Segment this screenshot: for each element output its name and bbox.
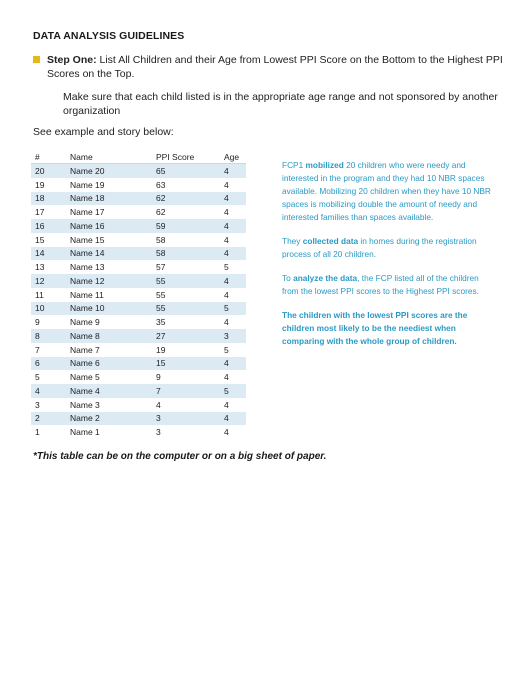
cell-number: 18 (31, 192, 66, 206)
cell-age: 4 (224, 317, 229, 328)
cell-name: Name 10 (66, 302, 152, 316)
table-row (31, 315, 246, 329)
cell-age: 4 (220, 247, 246, 261)
cell-ppi-score: 15 (152, 357, 220, 371)
cell-number: 9 (35, 317, 40, 328)
cell-name: Name 9 (70, 317, 100, 328)
cell-age: 4 (224, 427, 229, 438)
cell-name: Name 7 (70, 344, 100, 355)
cell-age: 4 (224, 207, 229, 218)
cell-number: 17 (35, 207, 45, 218)
cell-name: Name 19 (70, 179, 105, 190)
story-conclusion: The children with the lowest PPI scores are the children most likely to be the neediest when comparing with the whole group of children. (282, 310, 468, 346)
children-table (31, 150, 246, 439)
cell-number: 6 (31, 357, 66, 371)
table-row (31, 357, 246, 371)
table-row (31, 302, 246, 316)
table-row (31, 260, 246, 274)
cell-ppi-score: 19 (156, 344, 166, 355)
cell-age: 5 (224, 344, 229, 355)
cell-name: Name 11 (70, 289, 104, 300)
cell-age: 4 (224, 289, 229, 300)
table-row (31, 288, 246, 302)
cell-ppi-score: 65 (152, 164, 220, 178)
cell-ppi-score: 9 (156, 372, 161, 383)
cell-age: 4 (224, 179, 229, 190)
cell-ppi-score: 57 (156, 262, 166, 273)
cell-name: Name 4 (66, 384, 152, 398)
story-text: , the FCP listed all of the children from the lowest PPI scores to the Highest PPI scores. (282, 273, 479, 296)
cell-ppi-score: 63 (156, 179, 166, 190)
square-bullet-icon (33, 56, 40, 63)
cell-age: 4 (224, 372, 229, 383)
cell-number: 5 (35, 372, 40, 383)
cell-ppi-score: 3 (156, 427, 161, 438)
cell-age: 4 (220, 274, 246, 288)
cell-age: 5 (220, 384, 246, 398)
story-highlight: analyze the data (293, 273, 358, 283)
story-paragraph-3 (282, 272, 496, 298)
cell-ppi-score: 4 (156, 399, 161, 410)
cell-name: Name 6 (66, 357, 152, 371)
cell-name: Name 16 (66, 219, 152, 233)
footer-note: *This table can be on the computer or on a big sheet of paper. (33, 451, 327, 462)
cell-number: 10 (31, 302, 66, 316)
story-text: They (282, 236, 303, 246)
step-note: Make sure that each child listed is in the appropriate age range and not sponsored by another organization (63, 91, 498, 117)
cell-number: 7 (35, 344, 40, 355)
table-row (31, 412, 246, 426)
column-header-name: Name (66, 150, 152, 164)
story-paragraph-2 (282, 235, 496, 261)
cell-name: Name 8 (66, 329, 152, 343)
table-row (31, 398, 246, 412)
story-highlight: collected data (302, 236, 359, 246)
story-text: FCP1 (282, 160, 306, 170)
story-text: 20 children who were needy and interested in the program and they had 10 NBR spaces available. Mobilizing 20 children when they have 10 NBR spaces is mobilizing double the amount of needy and interested families than spaces available. (282, 160, 491, 222)
cell-ppi-score: 62 (156, 207, 166, 218)
step-one-text (47, 53, 503, 81)
cell-age: 5 (220, 302, 246, 316)
cell-ppi-score: 62 (152, 192, 220, 206)
cell-number: 1 (35, 427, 40, 438)
cell-ppi-score: 58 (156, 234, 166, 245)
cell-number: 12 (31, 274, 66, 288)
cell-name: Name 13 (70, 262, 105, 273)
table-row (31, 164, 246, 178)
cell-ppi-score: 35 (156, 317, 166, 328)
story-text: in homes during the registration process of all 20 children. (282, 236, 477, 259)
cell-name: Name 18 (66, 192, 152, 206)
cell-number: 4 (31, 384, 66, 398)
table-row (31, 192, 246, 206)
table-row (31, 370, 246, 384)
step-one-label: Step One: (47, 54, 97, 66)
cell-age: 4 (224, 399, 229, 410)
cell-name: Name 5 (70, 372, 100, 383)
cell-number: 14 (31, 247, 66, 261)
cell-name: Name 14 (66, 247, 152, 261)
cell-name: Name 3 (70, 399, 100, 410)
table-row (31, 425, 246, 439)
cell-name: Name 15 (70, 234, 105, 245)
cell-age: 3 (220, 329, 246, 343)
cell-age: 4 (224, 234, 229, 245)
story-paragraph-1 (282, 159, 496, 224)
step-one-body: List All Children and their Age from Lowest PPI Score on the Bottom to the Highest PPI Scores on the Top. (47, 54, 503, 80)
table-row (31, 233, 246, 247)
cell-number: 16 (31, 219, 66, 233)
column-header-ppi-score: PPI Score (152, 150, 220, 164)
table-row (31, 329, 246, 343)
cell-age: 4 (220, 219, 246, 233)
cell-name: Name 1 (70, 427, 100, 438)
table-row (31, 205, 246, 219)
table-row (31, 384, 246, 398)
cell-number: 8 (31, 329, 66, 343)
cell-number: 3 (35, 399, 40, 410)
cell-ppi-score: 58 (152, 247, 220, 261)
cell-number: 2 (31, 412, 66, 426)
cell-ppi-score: 7 (152, 384, 220, 398)
column-header-number: # (31, 150, 66, 164)
cell-name: Name 2 (66, 412, 152, 426)
table-header-row (31, 150, 246, 164)
cell-age: 4 (220, 192, 246, 206)
table-body (31, 164, 246, 440)
table-row (31, 247, 246, 261)
cell-number: 15 (35, 234, 45, 245)
page-title: DATA ANALYSIS GUIDELINES (33, 30, 185, 42)
column-header-age: Age (220, 150, 246, 164)
story-highlight: mobilized (305, 160, 344, 170)
cell-number: 11 (35, 289, 44, 300)
cell-ppi-score: 55 (152, 274, 220, 288)
story-text: To (282, 273, 294, 283)
cell-name: Name 12 (66, 274, 152, 288)
cell-name: Name 20 (66, 164, 152, 178)
cell-ppi-score: 55 (152, 302, 220, 316)
step-one (33, 53, 503, 81)
story-paragraph-4 (282, 309, 496, 348)
table-row (31, 343, 246, 357)
cell-number: 13 (35, 262, 45, 273)
cell-age: 4 (220, 412, 246, 426)
cell-number: 19 (35, 179, 45, 190)
see-example-text: See example and story below: (33, 126, 174, 138)
cell-ppi-score: 27 (152, 329, 220, 343)
cell-ppi-score: 59 (152, 219, 220, 233)
cell-ppi-score: 3 (152, 412, 220, 426)
cell-age: 4 (220, 357, 246, 371)
table-row (31, 219, 246, 233)
cell-age: 5 (224, 262, 229, 273)
cell-name: Name 17 (70, 207, 105, 218)
cell-ppi-score: 55 (156, 289, 166, 300)
table-row (31, 178, 246, 192)
story-panel (282, 159, 496, 359)
table-row (31, 274, 246, 288)
cell-age: 4 (220, 164, 246, 178)
cell-number: 20 (31, 164, 66, 178)
